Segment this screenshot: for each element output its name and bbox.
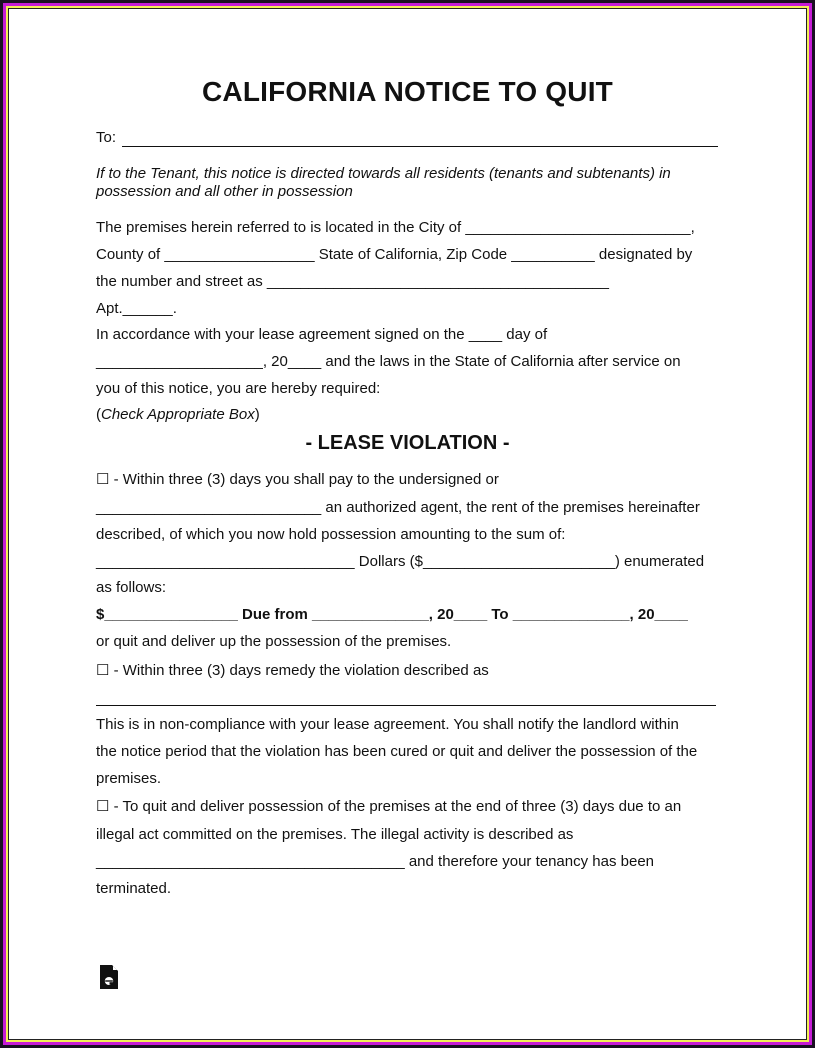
lease-line-3: you of this notice, you are hereby required: — [96, 380, 381, 397]
premises-line-1: The premises herein referred to is located in the City of ___________________________, — [96, 219, 695, 236]
option-3-line-2: illegal act committed on the premises. The illegal activity is described as — [96, 826, 574, 843]
to-label: To: — [96, 129, 117, 146]
violation-description-line — [96, 705, 716, 706]
lease-line-1: In accordance with your lease agreement signed on the ____ day of — [96, 326, 548, 343]
option-2-line-1[interactable]: ☐ - Within three (3) days remedy the violation described as — [96, 662, 489, 679]
option-1-line-1[interactable]: ☐ - Within three (3) days you shall pay to the undersigned or — [96, 471, 499, 488]
option-1-line-5: as follows: — [96, 579, 167, 596]
option-3-line-3: _____________________________________ and therefore your tenancy has been — [96, 853, 655, 870]
tenant-note-line-1: If to the Tenant, this notice is directed towards all residents (tenants and subtenants) in — [96, 165, 671, 182]
check-instruction — [96, 406, 260, 423]
premises-line-3: the number and street as _________________________________________ — [96, 273, 609, 290]
option-3-line-4: terminated. — [96, 880, 172, 897]
due-line: $________________ Due from ______________, 20____ To ______________, 20____ — [96, 606, 688, 623]
premises-line-2: County of __________________ State of California, Zip Code __________ designated by — [96, 246, 693, 263]
tenant-note-line-2: possession and all other in possession — [96, 183, 353, 200]
to-field-line — [122, 146, 718, 147]
compliance-line-2: the notice period that the violation has been cured or quit and deliver the possession of the — [96, 743, 698, 760]
option-1-line-3: described, of which you now hold possession amounting to the sum of: — [96, 526, 566, 543]
eforms-logo-icon — [99, 964, 119, 990]
option-1-line-6: or quit and deliver up the possession of the premises. — [96, 633, 452, 650]
option-1-line-2: ___________________________ an authorized agent, the rent of the premises hereinafter — [96, 499, 700, 516]
check-italic: Check Appropriate Box — [101, 406, 255, 423]
premises-line-4: Apt.______. — [96, 300, 177, 317]
check-open: ( — [96, 406, 101, 423]
compliance-line-1: This is in non-compliance with your lease agreement. You shall notify the landlord within — [96, 716, 679, 733]
lease-line-2: ____________________, 20____ and the laws in the State of California after service on — [96, 353, 681, 370]
section-heading: - LEASE VIOLATION - — [305, 432, 510, 454]
check-close: ) — [254, 406, 260, 423]
document-title: CALIFORNIA NOTICE TO QUIT — [202, 76, 613, 107]
compliance-line-3: premises. — [96, 770, 162, 787]
option-1-line-4: _______________________________ Dollars ($_______________________) enumerated — [96, 553, 705, 570]
option-3-line-1[interactable]: ☐ - To quit and deliver possession of the premises at the end of three (3) days due to an — [96, 798, 682, 815]
